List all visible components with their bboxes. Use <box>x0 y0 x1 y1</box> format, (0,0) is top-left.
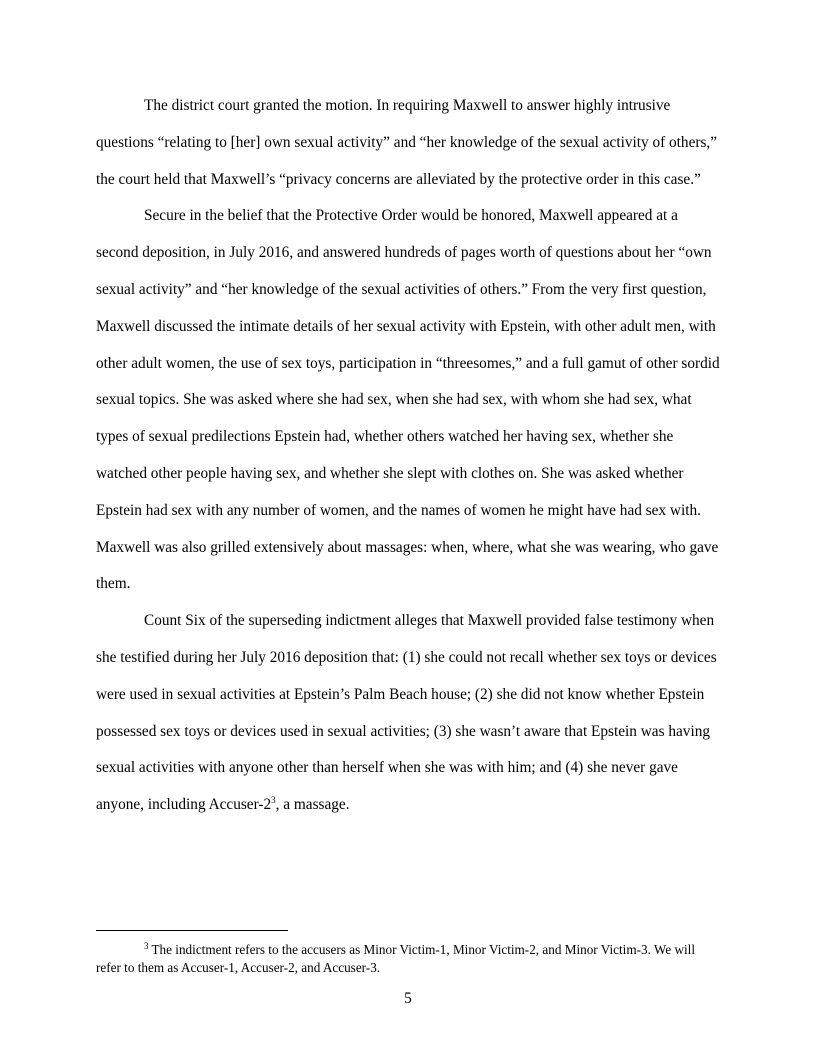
footnote-divider <box>96 930 288 931</box>
footnote-text: The indictment refers to the accusers as Minor Victim-1, Minor Victim-2, and Minor Victim-3. We will refer to them as Accuser-1, Accuser-2, and Accuser-3. <box>96 942 695 975</box>
footnote <box>96 937 720 977</box>
paragraph-count-six-tail: , a massage. <box>275 796 350 814</box>
paragraph-count-six-text: Count Six of the superseding indictment alleges that Maxwell provided false testimony when she testified during her July 2016 deposition that: (1) she could not recall whether sex toys or devices were used in sexual activities at Epstein’s Palm Beach house; (2) she did not know whether Epstein possessed sex toys or devices used in sexual activities; (3) she wasn’t aware that Epstein was having sexual activities with anyone other than herself when she was with him; and (4) she never gave anyone, including Accuser-2 <box>96 612 717 814</box>
paragraph-count-six <box>96 603 720 824</box>
document-body <box>96 88 720 824</box>
footnote-marker: 3 <box>144 941 149 951</box>
paragraph-district-court: The district court granted the motion. In requiring Maxwell to answer highly intrusive questions “relating to [her] own sexual activity” and “her knowledge of the sexual activity of others,” the court held that Maxwell’s “privacy concerns are alleviated by the protective order in this case.” <box>96 97 718 188</box>
paragraph-second-deposition: Secure in the belief that the Protective Order would be honored, Maxwell appeared at a second deposition, in July 2016, and answered hundreds of pages worth of questions about her “own sexual activity” and “her knowledge of the sexual activities of others.” From the very first question, Maxwell discussed the intimate details of her sexual activity with Epstein, with other adult men, with other adult women, the use of sex toys, participation in “threesomes,” and a full gamut of other sordid sexual topics. She was asked where she had sex, when she had sex, with whom she had sex, what types of sexual predilections Epstein had, whether others watched her having sex, whether she watched other people having sex, and whether she slept with clothes on. She was asked whether Epstein had sex with any number of women, and the names of women he might have had sex with. Maxwell was also grilled extensively about massages: when, where, what she was wearing, who gave them. <box>96 207 720 593</box>
page-number: 5 <box>404 990 412 1007</box>
footnote-reference: 3 <box>271 795 276 806</box>
